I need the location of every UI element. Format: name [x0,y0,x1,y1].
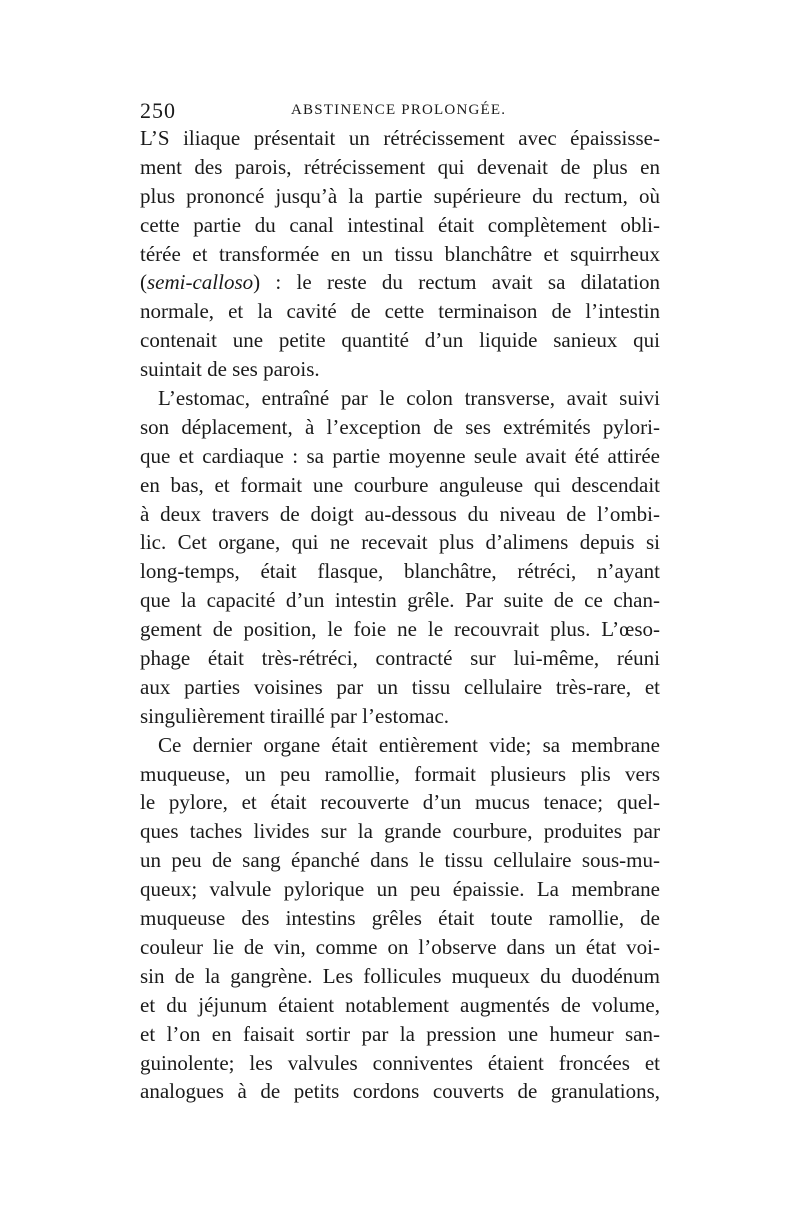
page-header [140,98,660,122]
text-line: lic. Cet organe, qui ne recevait plus d’alimens depuis si [140,530,660,555]
text-line: plus prononcé jusqu’à la partie supérieure du rectum, où [140,183,660,208]
text-line: cette partie du canal intestinal était complètement obli- [140,212,660,237]
text-line: phage était très-rétréci, contracté sur lui-même, réuni [140,646,660,671]
text-line: suintait de ses parois. [140,357,320,382]
text-line: sin de la gangrène. Les follicules muqueux du duodénum [140,963,660,988]
text-line: que la capacité d’un intestin grêle. Par suite de ce chan- [140,588,660,613]
text-line: muqueuse, un peu ramollie, formait plusieurs plis vers [140,761,660,786]
text-line: guinolente; les valvules conniventes étaient froncées et [140,1050,660,1075]
text-line: térée et transformée en un tissu blanchâtre et squirrheux [140,241,660,266]
text-segment: ( [140,270,147,295]
text-line: son déplacement, à l’exception de ses extrémités pylori- [140,414,660,439]
text-line: en bas, et formait une courbure anguleuse qui descendait [140,472,660,497]
body-text [140,124,660,1106]
text-segment: ) : le reste du rectum avait sa dilatation [253,270,660,295]
text-line: gement de position, le foie ne le recouvrait plus. L’œso- [140,617,660,642]
italic-term: semi-calloso [147,270,254,295]
text-line: et du jéjunum étaient notablement augmentés de volume, [140,992,660,1017]
text-line-with-italic [140,268,660,297]
text-line: analogues à de petits cordons couverts de granulations, [140,1079,660,1104]
text-line: Ce dernier organe était entièrement vide; sa membrane [158,732,660,757]
text-line: aux parties voisines par un tissu cellulaire très-rare, et [140,674,660,699]
text-line: et l’on en faisait sortir par la pression une humeur san- [140,1021,660,1046]
text-line: que et cardiaque : sa partie moyenne seule avait été attirée [140,443,660,468]
text-line: ques taches livides sur la grande courbure, produites par [140,819,660,844]
running-title: ABSTINENCE PROLONGÉE. [291,102,507,118]
text-line: un peu de sang épanché dans le tissu cellulaire sous-mu- [140,848,660,873]
text-line: à deux travers de doigt au-dessous du niveau de l’ombi- [140,501,660,526]
text-line: muqueuse des intestins grêles était toute ramollie, de [140,906,660,931]
text-line: le pylore, et était recouverte d’un mucus tenace; quel- [140,790,660,815]
text-line: ment des parois, rétrécissement qui devenait de plus en [140,154,660,179]
page-number: 250 [140,98,176,123]
text-line: contenait une petite quantité d’un liquide sanieux qui [140,328,660,353]
text-line: queux; valvule pylorique un peu épaissie. La membrane [140,877,660,902]
text-line: L’estomac, entraîné par le colon transverse, avait suivi [158,386,660,411]
text-line: long-temps, était flasque, blanchâtre, rétréci, n’ayant [140,559,660,584]
text-line: normale, et la cavité de cette terminaison de l’intestin [140,299,660,324]
text-line: singulièrement tiraillé par l’estomac. [140,703,450,728]
text-line: L’S iliaque présentait un rétrécissement avec épaississe- [140,126,660,150]
text-line: couleur lie de vin, comme on l’observe dans un état voi- [140,934,660,959]
